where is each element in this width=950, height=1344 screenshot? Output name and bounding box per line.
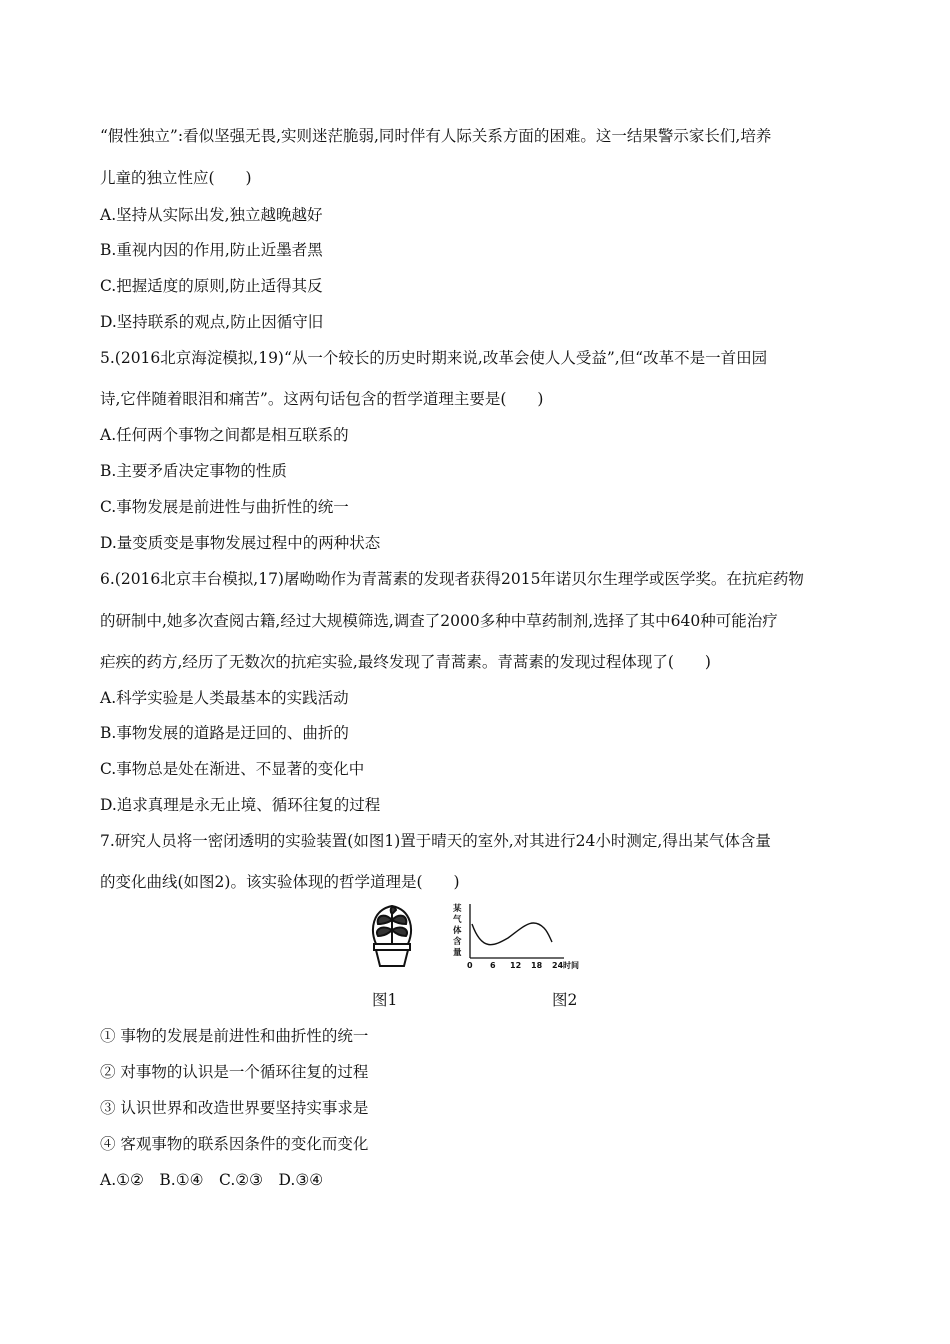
q5-option-c: C.事物发展是前进性与曲折性的统一: [100, 498, 349, 516]
q4-option-c: C.把握适度的原则,防止适得其反: [100, 277, 323, 295]
q4-option-a: A.坚持从实际出发,独立越晚越好: [100, 206, 323, 224]
q6-text-line-2: 的研制中,她多次查阅古籍,经过大规模筛选,调查了2000多种中草药制剂,选择了其中640种可能治疗: [100, 612, 778, 630]
gas-curve: [472, 923, 552, 945]
ylabel-char: 量: [453, 948, 462, 958]
q5-text-line-1: 5.(2016北京海淀模拟,19)“从一个较长的历史时期来说,改革会使人人受益”,但“改革不是一首田园: [100, 349, 768, 367]
potted-plant-figure: [362, 900, 422, 970]
q7-statement-1: ① 事物的发展是前进性和曲折性的统一: [100, 1027, 369, 1045]
q7-statement-4: ④ 客观事物的联系因条件的变化而变化: [100, 1135, 369, 1153]
q6-option-c: C.事物总是处在渐进、不显著的变化中: [100, 760, 365, 778]
q4-option-d: D.坚持联系的观点,防止因循守旧: [100, 313, 324, 331]
x-tick-label: 0: [467, 961, 473, 970]
x-tick-label: 18: [531, 961, 543, 970]
q7-text-line-1: 7.研究人员将一密闭透明的实验装置(如图1)置于晴天的室外,对其进行24小时测定,得出某气体含量: [100, 832, 771, 850]
q4-option-b: B.重视内因的作用,防止近墨者黑: [100, 241, 323, 259]
q5-option-a: A.任何两个事物之间都是相互联系的: [100, 426, 349, 444]
q6-option-d: D.追求真理是永无止境、循环往复的过程: [100, 796, 381, 814]
q4-text-line-2: 儿童的独立性应( ): [100, 169, 252, 187]
q5-option-d: D.量变质变是事物发展过程中的两种状态: [100, 534, 381, 552]
ylabel-char: 含: [453, 937, 462, 947]
x-tick-label: 12: [510, 961, 522, 970]
ylabel-char: 气: [453, 915, 462, 925]
q7-statement-3: ③ 认识世界和改造世界要坚持实事求是: [100, 1099, 369, 1117]
q6-text-line-3: 疟疾的药方,经历了无数次的抗疟实验,最终发现了青蒿素。青蒿素的发现过程体现了( ): [100, 653, 711, 671]
x-axis-label: 时间: [563, 961, 579, 970]
q7-answer-options: A.①② B.①④ C.②③ D.③④: [100, 1171, 324, 1189]
q6-option-b: B.事物发展的道路是迂回的、曲折的: [100, 724, 349, 742]
figure-1-caption: 图1: [372, 991, 398, 1009]
gas-content-curve-figure: [452, 902, 592, 974]
q6-option-a: A.科学实验是人类最基本的实践活动: [100, 689, 349, 707]
q5-option-b: B.主要矛盾决定事物的性质: [100, 462, 287, 480]
x-tick-label: 6: [490, 961, 496, 970]
ylabel-char: 体: [453, 926, 462, 936]
q7-statement-2: ② 对事物的认识是一个循环往复的过程: [100, 1063, 369, 1081]
q6-text-line-1: 6.(2016北京丰台模拟,17)屠呦呦作为青蒿素的发现者获得2015年诺贝尔生理学或医学奖。在抗疟药物: [100, 570, 804, 588]
q4-text-line-1: “假性独立”:看似坚强无畏,实则迷茫脆弱,同时伴有人际关系方面的困难。这一结果警示家长们,培养: [100, 127, 772, 145]
q5-text-line-2: 诗,它伴随着眼泪和痛苦”。这两句话包含的哲学道理主要是( ): [100, 390, 544, 408]
ylabel-char: 某: [453, 904, 462, 914]
figure-2-caption: 图2: [552, 991, 578, 1009]
x-tick-label: 24: [552, 961, 564, 970]
q7-text-line-2: 的变化曲线(如图2)。该实验体现的哲学道理是( ): [100, 873, 460, 891]
